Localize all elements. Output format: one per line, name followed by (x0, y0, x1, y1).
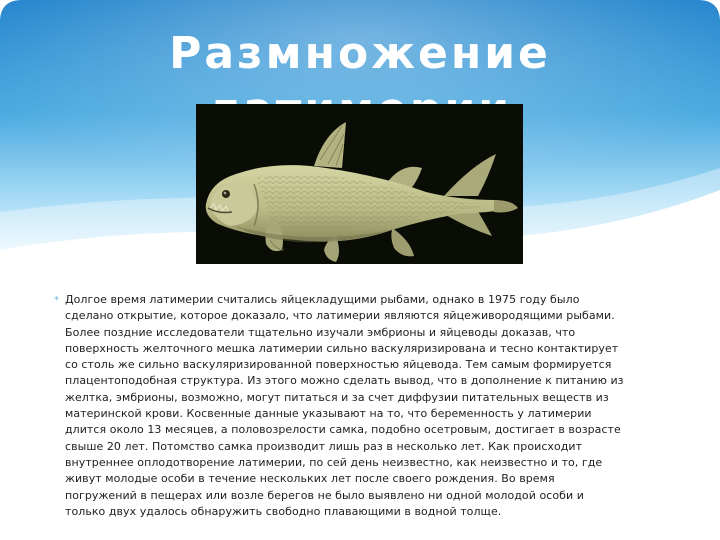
paragraph-line: Долгое время латимерии считались яйцекладущими рыбами, однако в 1975 году было (65, 293, 580, 306)
paragraph-line: Более поздние исследователи тщательно изучали эмбрионы и яйцеводы доказав, что (65, 325, 576, 339)
paragraph-line: сделано открытие, которое доказало, что латимерии являются яйцеживородящими рыбами. (65, 309, 615, 323)
paragraph-line: живут молодые особи в течение нескольких лет после своего рождения. Во время (65, 472, 555, 486)
paragraph-line: внутреннее оплодотворение латимерии, по сей день неизвестно, как неизвестно и то, где (65, 455, 603, 469)
paragraph-line: длится около 13 месяцев, а половозрелости самка, подобно осетровым, достигает в возрасте (65, 423, 621, 437)
paragraph-line: погружений в пещерах или возле берегов не было выявлено ни одной молодой особи и (65, 488, 584, 502)
paragraph-line: поверхность желточного мешка латимерии сильно васкуляризирована и тесно контактирует (65, 341, 619, 355)
coelacanth-fish-image (196, 104, 523, 264)
body-text-list (54, 292, 676, 520)
bullet-item (54, 292, 676, 520)
bullet-marker: * (54, 295, 59, 306)
paragraph-line: только двух удалось обнаружить свободно плавающими в водной толще. (65, 504, 502, 518)
paragraph-line: свыше 20 лет. Потомство самка производит лишь раз в несколько лет. Как происходит (65, 439, 583, 453)
body-paragraph (65, 292, 676, 520)
paragraph-line: желтка, эмбрионы, возможно, могут питаться и за счет диффузии питательных веществ из (65, 390, 609, 404)
title-line-1: Размножение (169, 28, 551, 79)
paragraph-line: материнской крови. Косвенные данные указывают на то, что беременность у латимерии (65, 407, 592, 421)
paragraph-line: плацентоподобная структура. Из этого можно сделать вывод, что в дополнение к питанию из (65, 374, 624, 388)
coelacanth-photo (196, 104, 523, 264)
paragraph-line: со столь же сильно васкуляризированной поверхностью яйцевода. Тем самым формируется (65, 358, 612, 372)
